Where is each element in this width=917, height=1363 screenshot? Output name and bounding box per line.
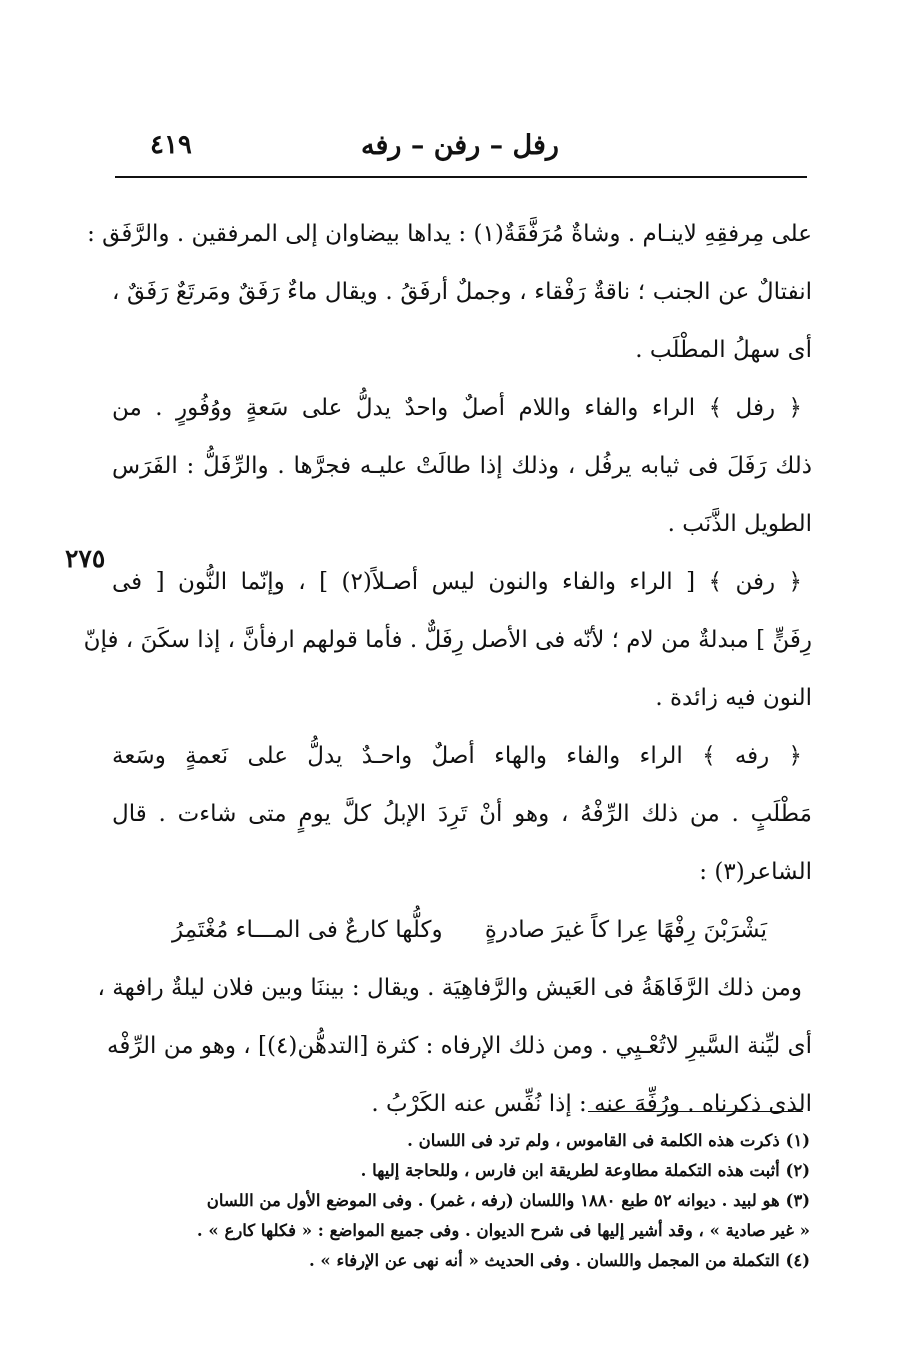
entry-rafah-line: ﴿ رفه ﴾ الراء والفاء والهاء أصلٌ واحـدٌ يدلُّ على نَعمةٍ وسَعة	[112, 743, 802, 769]
footnotes	[110, 1126, 810, 1276]
text-line: رِفَنٍّ ] مبدلةٌ من لام ؛ لأنّه فى الأصل رِفَلٌّ . فأما قولهم ارفأنَّ ، إذا سكَنَ ، فإنّ	[83, 627, 812, 653]
page-number: ٤١٩	[150, 130, 192, 160]
text-line: الطويل الذَّنَب .	[667, 511, 812, 537]
footnote-continuation: « غير صادية » ، وقد أشير إليها فى شرح الديوان . وفى جميع المواضع : « فكلها كارع » .	[196, 1221, 810, 1240]
entry-rafal-line: ﴿ رفل ﴾ الراء والفاء واللام أصلٌ واحدٌ يدلُّ على سَعةٍ ووُفُورٍ . من	[112, 395, 802, 421]
header-rule	[115, 176, 807, 178]
footnote: (٢) أثبت هذه التكملة مطاوعة لطريقة ابن فارس ، وللحاجة إليها .	[360, 1161, 810, 1180]
footnote: (١) ذكرت هذه الكلمة فى القاموس ، ولم ترد فى اللسان .	[407, 1131, 810, 1150]
verse-left-hemistich: وكلُّها كارعٌ فى المـــاء مُغْتَمِرُ	[172, 917, 443, 943]
footnote: (٤) التكملة من المجمل واللسان . وفى الحديث « أنه نهى عن الإرفاء » .	[308, 1251, 810, 1270]
text-line: انفتالٌ عن الجنب ؛ ناقةٌ رَفْقاء ، وجملٌ أرفَقُ . ويقال ماءٌ رَفَقٌ ومَرتَعٌ رَفَقٌ ،	[112, 279, 812, 305]
poetry-verse	[112, 901, 812, 959]
text-line: الذى ذكرناه . ورُفِّهَ عنه : إذا نُفِّس عنه الكَرْبُ .	[371, 1091, 812, 1117]
text-line: النون فيه زائدة .	[655, 685, 812, 711]
text-line: أى ليِّنة السَّيرِ لاتُعْـيِي . ومن ذلك الإرفاه : كثرة [التدهُّن(٤)] ، وهو من الرِّفْه	[107, 1033, 812, 1059]
margin-reference-number: ٢٧٥	[65, 544, 106, 573]
footnote-rule	[588, 1111, 803, 1112]
text-line: ومن ذلك الرَّفَاهَةُ فى العَيش والرَّفاهِيَة . ويقال : بيننَا وبين فلان ليلةٌ رافهة ،	[97, 975, 802, 1001]
entry-rafan-line: ﴿ رفن ﴾ [ الراء والفاء والنون ليس أصـلاً(٢) ] ، وإنّما النُّون [ فى	[112, 569, 802, 595]
text-line: على مِرفقِهِ لاينـام . وشاةٌ مُرَفَّقَةٌ(١) : يداها بيضاوان إلى المرفقين . والرَّفَق :	[87, 221, 812, 247]
verse-right-hemistich: يَشْرَبْنَ رِفْهًا عِرا كاً غيرَ صادرةٍ	[484, 917, 767, 943]
text-line: ذلك رَفَلَ فى ثيابه يرفُل ، وذلك إذا طالَتْ عليـه فجرَّها . والرِّفَلُّ : الفَرَس	[112, 453, 812, 479]
text-line: أى سهلُ المطْلَب .	[635, 337, 812, 363]
text-line: الشاعر(٣) :	[699, 859, 812, 885]
footnote: (٣) هو لبيد . ديوانه ٥٢ طبع ١٨٨٠ واللسان (رفه ، غمر) . وفى الموضع الأول من اللسان	[206, 1191, 810, 1210]
running-title: رفل – رفن – رفه	[361, 130, 559, 161]
page-header	[110, 128, 810, 172]
text-line: مَطْلَبٍ . من ذلك الرِّفْهُ ، وهو أنْ تَرِدَ الإبلُ كلَّ يومٍ متى شاءت . قال	[112, 801, 812, 827]
